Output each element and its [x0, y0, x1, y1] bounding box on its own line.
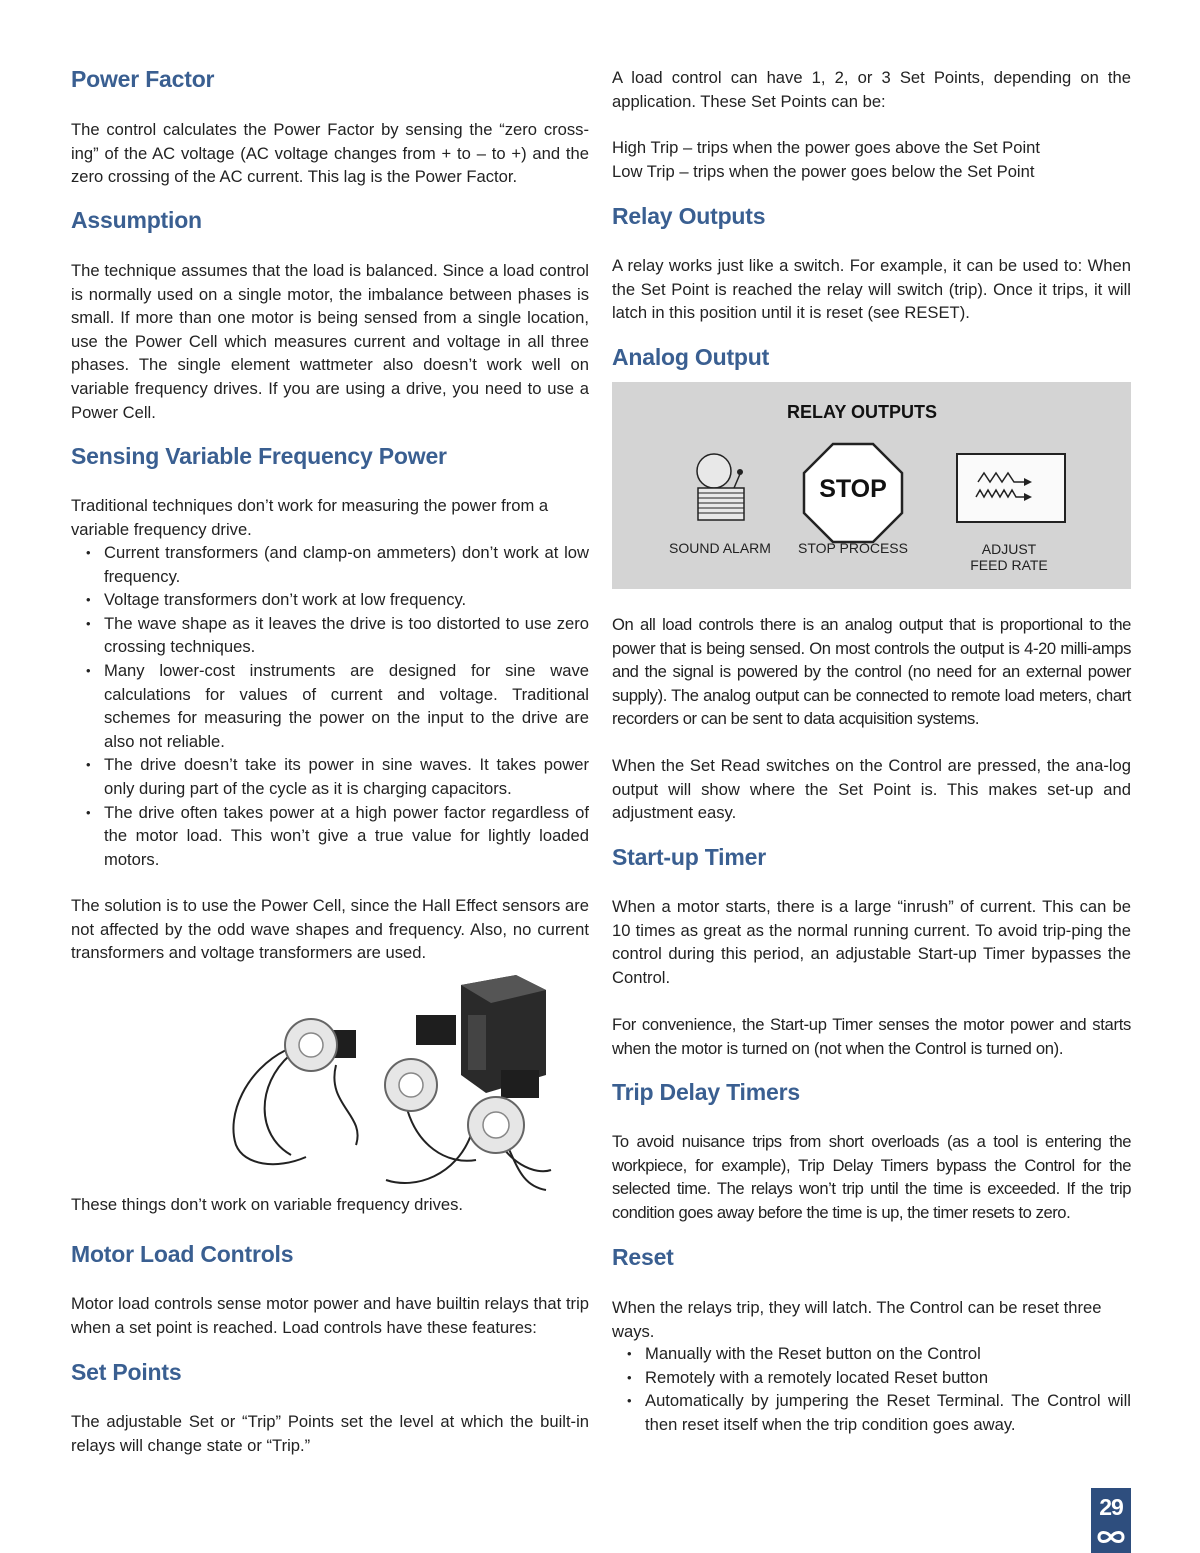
- heading-analog-output: Analog Output: [612, 344, 770, 370]
- heading-sensing-vfp: Sensing Variable Frequency Power: [71, 443, 447, 469]
- sensors-photo: [216, 975, 556, 1195]
- label-adjust: ADJUST: [981, 541, 1037, 557]
- set-points-intro: A load control can have 1, 2, or 3 Set Points, depending on the application. These Set Points can be:: [612, 68, 1131, 111]
- sensing-vfp-bullets: [71, 541, 589, 871]
- list-item: • Current transformers (and clamp-on ammeters) don’t work at low frequency.: [71, 541, 589, 588]
- heading-relay-outputs: Relay Outputs: [612, 203, 766, 229]
- relay-outputs-figure: [612, 382, 1131, 589]
- stop-sign-text: STOP: [819, 475, 887, 503]
- high-trip-text: High Trip – trips when the power goes above the Set Point: [612, 138, 1041, 157]
- sensing-vfp-intro: Traditional techniques don’t work for measuring the power from a variable frequency drive.: [71, 496, 549, 539]
- heading-reset: Reset: [612, 1244, 674, 1270]
- heading-motor-load-controls: Motor Load Controls: [71, 1241, 294, 1267]
- alarm-bell-icon: [697, 454, 744, 520]
- heading-power-factor: Power Factor: [71, 66, 215, 92]
- list-item: • Manually with the Reset button on the Control: [612, 1342, 1131, 1366]
- assumption-text: The technique assumes that the load is balanced. Since a load control is normally used on a single motor, the imbalance between phases is small. If more than one motor is being sensed from a single location, use the Power Cell which measures current and voltage in all three phases. The single element wattmeter also doesn’t work well on variable frequency drives. If you are using a drive, you need to use a Power Cell.: [71, 261, 589, 422]
- solution-text: The solution is to use the Power Cell, since the Hall Effect sensors are not affected by the odd wave shapes and frequency. Also, no current transformers and voltage transformers are used.: [71, 896, 589, 963]
- feed-rate-display-icon: [957, 454, 1065, 522]
- label-feed-rate: FEED RATE: [970, 557, 1048, 573]
- set-points-text: The adjustable Set or “Trip” Points set the level at which the built-in relays will change state or “Trip.”: [71, 1412, 589, 1455]
- startup-timer-text-2: For convenience, the Start-up Timer senses the motor power and starts when the motor is turned on (not when the Control is turned on).: [612, 1015, 1131, 1058]
- reset-intro: When the relays trip, they will latch. The Control can be reset three ways.: [612, 1298, 1102, 1341]
- analog-output-text-2: When the Set Read switches on the Control are pressed, the ana-log output will show where the Set Point is. This makes set-up and adjustment easy.: [612, 756, 1131, 823]
- logo-icon: [1096, 1528, 1126, 1546]
- low-trip-text: Low Trip – trips when the power goes below the Set Point: [612, 162, 1035, 181]
- list-item: • Voltage transformers don’t work at low frequency.: [71, 588, 589, 612]
- analog-output-text-1: On all load controls there is an analog output that is proportional to the power that is being sensed. On most controls the output is 4-20 milli-amps and the signal is powered by the control (no need for an external power supply). The analog output can be connected to remote load meters, chart recorders or can be sent to data acquisition systems.: [612, 615, 1131, 729]
- list-item: • Automatically by jumpering the Reset Terminal. The Control will then reset itself when the trip condition goes away.: [612, 1389, 1131, 1436]
- list-item: • Many lower-cost instruments are designed for sine wave calculations for values of current and voltage. Traditional schemes for measuring the power on the input to the drive are also not reliable.: [71, 659, 589, 753]
- heading-set-points: Set Points: [71, 1359, 182, 1385]
- label-stop-process: STOP PROCESS: [798, 540, 908, 556]
- trip-delay-text: To avoid nuisance trips from short overloads (as a tool is entering the workpiece, for example), Trip Delay Timers bypass the Control for the selected time. The relays won’t trip until the time is exceeded. If the trip condition goes away before the time is up, the timer resets to zero.: [612, 1132, 1131, 1222]
- page-number-tab: [1091, 1488, 1131, 1553]
- reset-bullets: [612, 1342, 1131, 1436]
- relay-outputs-text: A relay works just like a switch. For example, it can be used to: When the Set Point is reached the relay will switch (trip). Once it trips, it will latch in this position until it is reset (see RESET).: [612, 256, 1131, 323]
- page-number: 29: [1099, 1494, 1123, 1520]
- photo-caption: These things don’t work on variable frequency drives.: [71, 1195, 464, 1214]
- list-item: • The drive doesn’t take its power in sine waves. It takes power only during part of the cycle as it is charging capacitors.: [71, 753, 589, 800]
- motor-load-controls-text: Motor load controls sense motor power and have builtin relays that trip when a set point is reached. Load controls have these features:: [71, 1294, 589, 1337]
- label-sound-alarm: SOUND ALARM: [669, 540, 771, 556]
- power-factor-text: The control calculates the Power Factor by sensing the “zero cross-ing” of the AC voltage (AC voltage changes from + to – to +) and the zero crossing of the AC current. This lag is the Power Factor.: [71, 120, 589, 187]
- figure-title: RELAY OUTPUTS: [786, 402, 938, 422]
- list-item: • Remotely with a remotely located Reset button: [612, 1366, 1131, 1390]
- list-item: • The drive often takes power at a high power factor regardless of the motor load. This won’t give a true value for lightly loaded motors.: [71, 801, 589, 872]
- startup-timer-text-1: When a motor starts, there is a large “inrush” of current. This can be 10 times as great as the normal running current. To avoid trip-ping the control during this period, an adjustable Start-up Timer bypasses the Control.: [612, 897, 1131, 987]
- heading-assumption: Assumption: [71, 207, 202, 233]
- list-item: • The wave shape as it leaves the drive is too distorted to use zero crossing techniques.: [71, 612, 589, 659]
- heading-startup-timer: Start-up Timer: [612, 844, 766, 870]
- heading-trip-delay-timers: Trip Delay Timers: [612, 1079, 800, 1105]
- stop-sign-icon: [804, 444, 902, 542]
